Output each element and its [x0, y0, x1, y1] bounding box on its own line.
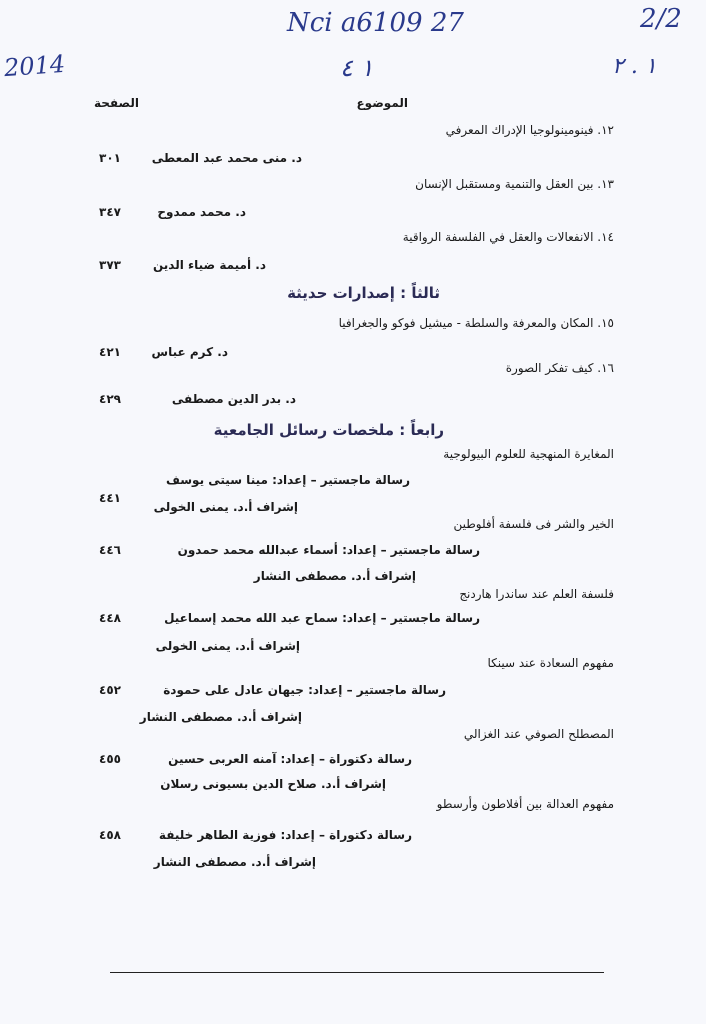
thesis-page-number: ٤٤٨: [99, 611, 121, 625]
section-title-thesis-summaries: رابعاً : ملخصات رسائل الجامعية: [213, 421, 444, 439]
thesis-topic: المغايرة المنهجية للعلوم البيولوجية: [443, 447, 614, 461]
handwritten-reference: Nci a6109 27: [287, 8, 464, 38]
header-topic: الموضوع: [356, 96, 408, 110]
handwritten-issue-mark: ١ ٤: [340, 54, 374, 82]
thesis-supervisor: إشراف أ.د. مصطفى النشار: [153, 855, 316, 869]
thesis-degree-author: رسالة ماجستير – إعداد: أسماء عبدالله محمد حمدون: [177, 543, 480, 557]
footer-rule: [110, 972, 604, 973]
thesis-topic: المصطلح الصوفي عند الغزالي: [463, 727, 614, 741]
entry-topic: ١٣. بين العقل والتنمية ومستقبل الإنسان: [415, 177, 614, 191]
thesis-topic: مفهوم العدالة بين أفلاطون وأرسطو: [436, 797, 614, 811]
entry-topic: ١٥. المكان والمعرفة والسلطة - ميشيل فوكو والجغرافيا: [338, 316, 614, 330]
entry-author: د. بدر الدين مصطفى: [171, 392, 296, 406]
thesis-page-number: ٤٤٦: [99, 543, 121, 557]
thesis-supervisor: إشراف أ.د. يمنى الخولى: [155, 639, 300, 653]
thesis-topic: مفهوم السعادة عند سينكا: [487, 656, 614, 670]
entry-author: د. منى محمد عبد المعطى: [151, 151, 302, 165]
entry-page-number: ٤٢٩: [99, 392, 121, 406]
thesis-degree-author: رسالة ماجستير – إعداد: مينا سيتى يوسف: [165, 473, 410, 487]
thesis-page-number: ٤٤١: [99, 491, 121, 505]
thesis-page-number: ٤٥٨: [99, 828, 121, 842]
thesis-topic: فلسفة العلم عند ساندرا هاردنج: [459, 587, 614, 601]
entry-topic: ١٢. فينومينولوجيا الإدراك المعرفي: [445, 123, 614, 137]
thesis-supervisor: إشراف أ.د. مصطفى النشار: [253, 569, 416, 583]
thesis-degree-author: رسالة ماجستير – إعداد: جيهان عادل على حمودة: [163, 683, 446, 697]
thesis-page-number: ٤٥٢: [99, 683, 121, 697]
thesis-degree-author: رسالة ماجستير – إعداد: سماح عبد الله محمد إسماعيل: [164, 611, 480, 625]
thesis-degree-author: رسالة دكتوراة – إعداد: فوزية الطاهر خليفة: [158, 828, 412, 842]
entry-topic: ١٤. الانفعالات والعقل في الفلسفة الرواقية: [402, 230, 614, 244]
handwritten-page-fraction: 2/2: [640, 4, 682, 34]
thesis-supervisor: إشراف أ.د. يمنى الخولى: [153, 500, 298, 514]
thesis-supervisor: إشراف أ.د. مصطفى النشار: [139, 710, 302, 724]
thesis-topic: الخير والشر فى فلسفة أفلوطين: [453, 517, 614, 531]
entry-topic: ١٦. كيف تفكر الصورة: [505, 361, 614, 375]
entry-author: د. أميمة ضياء الدين: [152, 258, 266, 272]
thesis-degree-author: رسالة دكتوراة – إعداد: آمنه العربى حسين: [168, 752, 412, 766]
thesis-page-number: ٤٥٥: [99, 752, 121, 766]
section-title-new-releases: ثالثاً : إصدارات حديثة: [287, 284, 440, 302]
header-page: الصفحة: [93, 96, 139, 110]
handwritten-page-mark: ١ . ٢: [612, 54, 657, 79]
entry-page-number: ٣٧٣: [99, 258, 121, 272]
entry-page-number: ٣٠١: [99, 151, 121, 165]
thesis-supervisor: إشراف أ.د. صلاح الدين بسيونى رسلان: [160, 777, 386, 791]
entry-page-number: ٤٢١: [99, 345, 121, 359]
entry-author: د. كرم عباس: [151, 345, 228, 359]
entry-page-number: ٣٤٧: [99, 205, 121, 219]
entry-author: د. محمد ممدوح: [157, 205, 246, 219]
handwritten-year: 2014: [3, 49, 66, 83]
